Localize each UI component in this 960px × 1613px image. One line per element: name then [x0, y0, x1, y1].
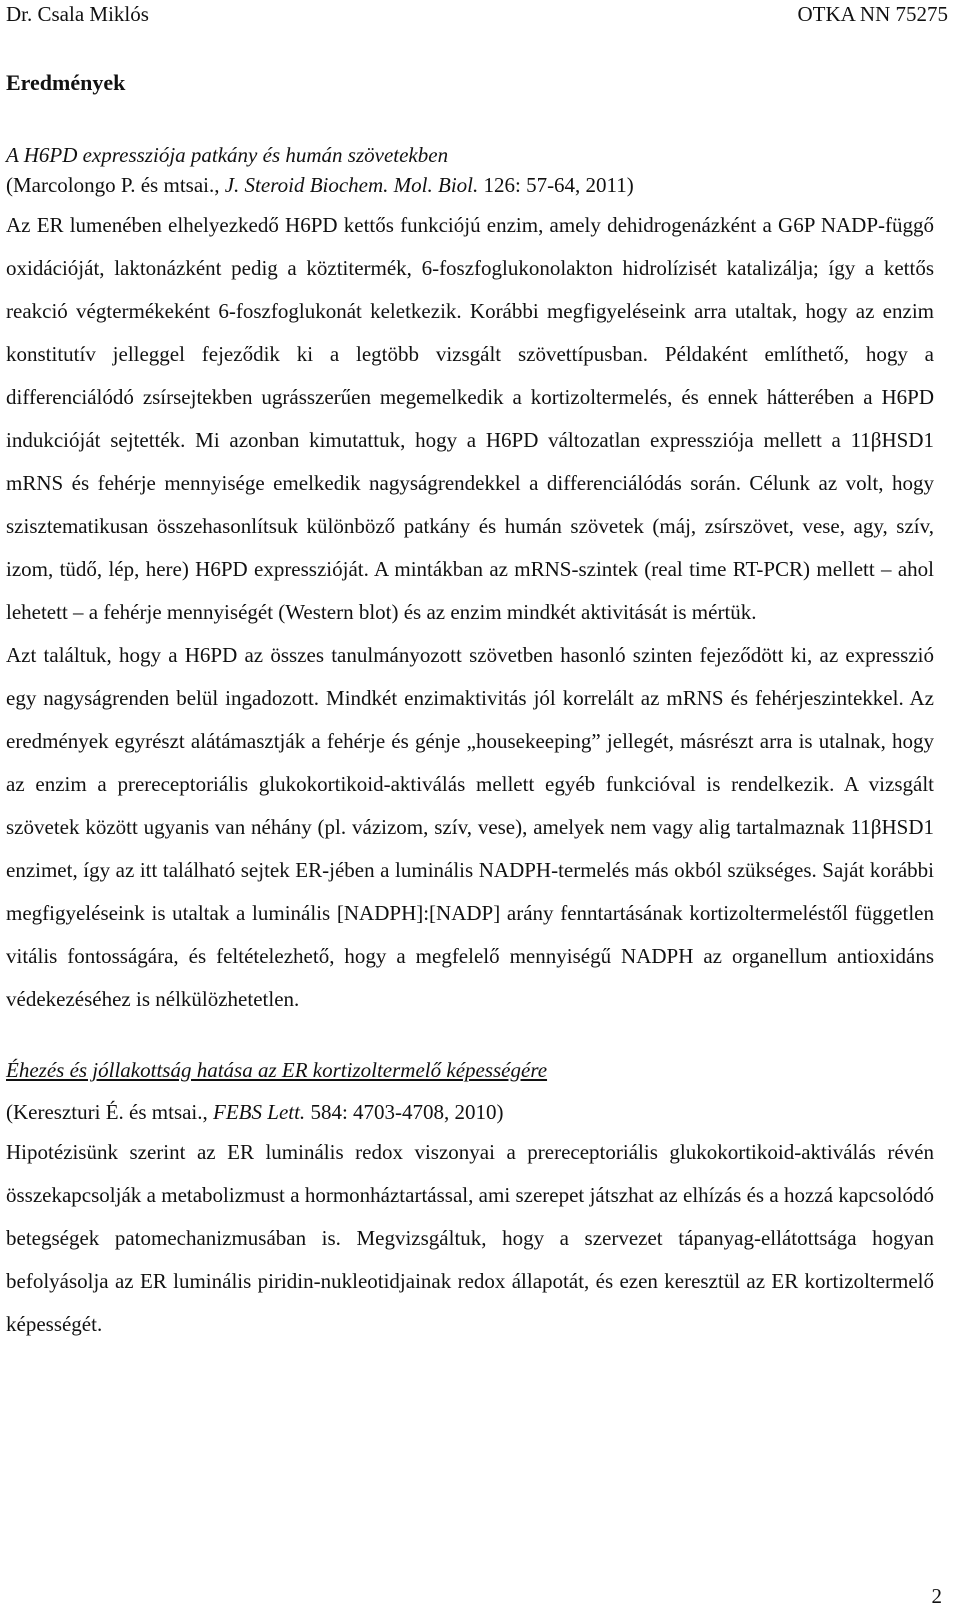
paragraph-fasting-hypothesis: Hipotézisünk szerint az ER luminális redox viszonyai a prereceptoriális glukokortikoid-aktiválás révén összekapcsolják a metabolizmust a hormonháztartással, ami szerepet játszhat az elhízás és a hozzá kapcsolódó betegségek patomechanizmusában is. Megvizsgáltuk, hogy a szervezet tápanyag-ellátottsága hogyan befolyásolja az ER luminális piridin-nukleotidjainak redox állapotát, és ezen keresztül az ER kortizoltermelő képességét.	[6, 1140, 934, 1336]
citation-authors: (Marcolongo P. és mtsai.,	[6, 173, 225, 197]
citation-journal: FEBS Lett.	[213, 1100, 306, 1124]
paragraph-h6pd-intro: Az ER lumenében elhelyezkedő H6PD kettős funkciójú enzim, amely dehidrogenázként a G6P NADP-függő oxidációját, laktonázként pedig a köztitermék, 6-foszfoglukonolakton hidrolízisét katalizálja; így a kettős reakció végtermékeként 6-foszfoglukonát keletkezik. Korábbi megfigyeléseink arra utaltak, hogy az enzim konstitutív jelleggel fejeződik ki a legtöbb vizsgált szövettípusban. Példaként említhető, hogy a differenciálódó zsírsejtekben ugrásszerűen megemelkedik a kortizoltermelés, és ennek hátterében a H6PD indukcióját sejtették. Mi azonban kimutattuk, hogy a H6PD változatlan expressziója mellett a 11βHSD1 mRNS és fehérje mennyisége emelkedik nagyságrendekkel a differenciálódás során. Célunk az volt, hogy szisztematikusan összehasonlítsuk különböző patkány és humán szövetek (máj, zsírszövet, vese, agy, szív, izom, tüdő, lép, here) H6PD expresszióját. A mintákban az mRNS-szintek (real time RT-PCR) mellett – ahol lehetett – a fehérje mennyiségét (Western blot) és az enzim mindkét aktivitását is mértük.	[6, 213, 934, 624]
citation-authors: (Kereszturi É. és mtsai.,	[6, 1100, 214, 1124]
citation-details: 126: 57-64, 2011)	[478, 173, 634, 197]
citation-details: 584: 4703-4708, 2010)	[305, 1100, 504, 1124]
subsection-title-fasting: Éhezés és jóllakottság hatása az ER kortizoltermelő képességére	[6, 1058, 548, 1082]
citation-kereszturi	[6, 1097, 934, 1127]
section-title: Eredmények	[6, 70, 126, 95]
citation-journal: J. Steroid Biochem. Mol. Biol.	[224, 173, 479, 197]
page-number: 2	[931, 1584, 942, 1608]
header-author: Dr. Csala Miklós	[6, 2, 149, 26]
subsection-title-h6pd: A H6PD expressziója patkány és humán szövetekben	[6, 143, 449, 167]
page-header	[6, 2, 948, 30]
paragraph-h6pd-results: Azt találtuk, hogy a H6PD az összes tanulmányozott szövetben hasonló szinten fejeződött ki, az expresszió egy nagyságrenden belül ingadozott. Mindkét enzimaktivitás jól korrelált az mRNS és fehérjeszintekkel. Az eredmények egyrészt alátámasztják a fehérje és génje „housekeeping” jellegét, másrészt arra is utalnak, hogy az enzim a prereceptoriális glukokortikoid-aktiválás mellett egyéb funkcióval is rendelkezik. A vizsgált szövetek között ugyanis van néhány (pl. vázizom, szív, vese), amelyek nem vagy alig tartalmaznak 11βHSD1 enzimet, így az itt található sejtek ER-jében a luminális NADPH-termelés más okból szükséges. Saját korábbi megfigyeléseink is utaltak a luminális [NADPH]:[NADP] arány fenntartásának kortizoltermeléstől független vitális fontosságára, és feltételezhető, hogy a megfelelő mennyiségű NADPH az organellum antioxidáns védekezéséhez is nélkülözhetetlen.	[6, 643, 934, 1011]
document-body	[6, 68, 934, 1346]
header-grant-id: OTKA NN 75275	[797, 2, 948, 26]
citation-marcolongo	[6, 170, 934, 200]
section-fasting	[6, 1055, 934, 1346]
